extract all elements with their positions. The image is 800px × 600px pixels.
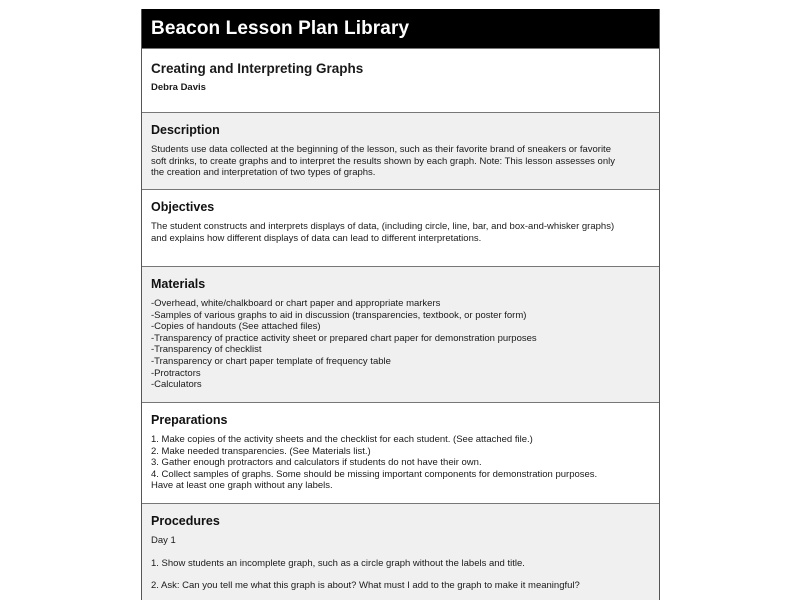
description-line: soft drinks, to create graphs and to interpret the results shown by each graph. Note: This lesson assesses only: [151, 155, 615, 167]
materials-item: -Copies of handouts (See attached files): [151, 321, 321, 333]
materials-item: -Transparency of checklist: [151, 344, 262, 356]
procedures-step: 2. Ask: Can you tell me what this graph is about? What must I add to the graph to make it meaningful?: [151, 580, 580, 592]
site-header: [142, 9, 659, 48]
lesson-title: Creating and Interpreting Graphs: [151, 61, 364, 76]
materials-item: -Transparency or chart paper template of frequency table: [151, 355, 391, 367]
materials-section: [142, 266, 659, 402]
preparations-item: 2. Make needed transparencies. (See Materials list.): [151, 445, 371, 457]
description-heading: Description: [151, 123, 220, 137]
objectives-heading: Objectives: [151, 200, 215, 214]
lesson-title-section: [142, 48, 659, 112]
preparations-item: Have at least one graph without any labels.: [151, 480, 333, 492]
site-title: Beacon Lesson Plan Library: [151, 17, 410, 39]
materials-heading: Materials: [151, 277, 206, 291]
materials-item: -Protractors: [151, 367, 201, 379]
procedures-day-label: Day 1: [151, 535, 176, 546]
objectives-section: [142, 189, 659, 266]
materials-item: -Samples of various graphs to aid in discussion (transparencies, textbook, or poster form): [151, 309, 527, 321]
materials-item: -Transparency of practice activity sheet or prepared chart paper for demonstration purposes: [151, 332, 537, 344]
preparations-item: 4. Collect samples of graphs. Some should be missing important components for demonstration purposes.: [151, 468, 598, 480]
materials-item: -Calculators: [151, 379, 202, 391]
preparations-heading: Preparations: [151, 413, 228, 427]
preparations-item: 1. Make copies of the activity sheets and the checklist for each student. (See attached file.): [151, 434, 533, 445]
objectives-line: The student constructs and interprets displays of data, (including circle, line, bar, and box-and-whisker graphs): [151, 221, 615, 232]
procedures-heading: Procedures: [151, 514, 220, 528]
lesson-author: Debra Davis: [151, 82, 206, 93]
objectives-line: and explains how different displays of data can lead to different interpretations.: [151, 232, 482, 244]
description-line: Students use data collected at the beginning of the lesson, such as their favorite brand of sneakers or favorite: [151, 144, 611, 155]
preparations-item: 3. Gather enough protractors and calculators if students do not have their own.: [151, 457, 482, 469]
preparations-section: [142, 402, 659, 503]
procedures-step: 1. Show students an incomplete graph, such as a circle graph without the labels and title.: [151, 557, 525, 569]
lesson-page: [141, 9, 660, 600]
procedures-section: [142, 503, 659, 600]
description-line: the creation and interpretation of two types of graphs.: [151, 167, 376, 179]
materials-item: -Overhead, white/chalkboard or chart paper and appropriate markers: [151, 298, 441, 309]
description-section: [142, 112, 659, 189]
